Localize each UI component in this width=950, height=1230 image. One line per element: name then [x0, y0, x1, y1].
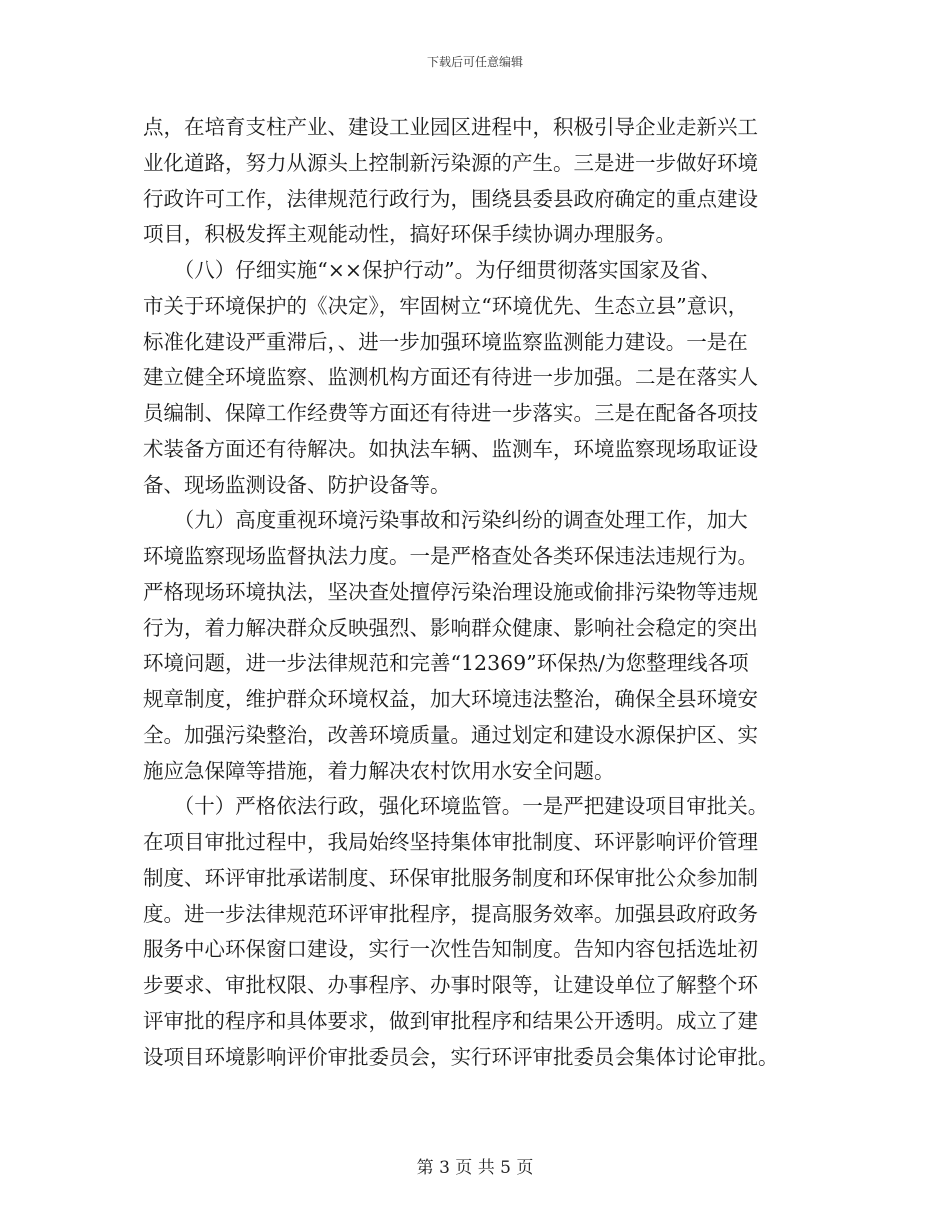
text-line: 度。进一步法律规范环评审批程序，提高服务效率。加强县政府政务	[143, 901, 758, 926]
document-body	[143, 110, 808, 1075]
text-line: 全。加强污染整治，改善环境质量。通过划定和建设水源保护区、实	[143, 722, 758, 747]
page-footer: 第 3 页 共 5 页	[416, 1158, 534, 1178]
text-line: 服务中心环保窗口建设，实行一次性告知制度。告知内容包括选址初	[143, 937, 758, 962]
text-line: 备、现场监测设备、防护设备等。	[143, 472, 451, 497]
text-line: 行政许可工作，法律规范行政行为，围绕县委县政府确定的重点建设	[143, 186, 758, 211]
text-line: 项目，积极发挥主观能动性，搞好环保手续协调办理服务。	[143, 222, 676, 247]
text-line: 设项目环境影响评价审批委员会，实行环评审批委员会集体讨论审批。	[143, 1044, 779, 1069]
text-line: （八）仔细实施“××保护行动”。为仔细贯彻落实国家及省、	[143, 258, 722, 282]
page-header: 下载后可任意编辑	[426, 55, 523, 69]
text-line: 市关于环境保护的《决定》，牢固树立“环境优先、生态立县”意识，	[143, 293, 749, 318]
text-line: 员编制、保障工作经费等方面还有待进一步落实。三是在配备各项技	[143, 401, 758, 425]
text-line: 在项目审批过程中，我局始终坚持集体审批制度、环评影响评价管理	[143, 830, 758, 854]
text-line: 行为，着力解决群众反映强烈、影响群众健康、影响社会稳定的突出	[143, 615, 758, 640]
text-line: 术装备方面还有待解决。如执法车辆、监测车，环境监察现场取证设	[143, 436, 758, 461]
text-line: 制度、环评审批承诺制度、环保审批服务制度和环保审批公众参加制	[143, 865, 758, 890]
text-line: 评审批的程序和具体要求，做到审批程序和结果公开透明。成立了建	[143, 1008, 758, 1033]
text-line: 规章制度，维护群众环境权益，加大环境违法整治，确保全县环境安	[143, 687, 758, 711]
text-line: 环境问题，进一步法律规范和完善“12369”环保热/为您整理线各项	[143, 651, 749, 676]
text-line: 业化道路，努力从源头上控制新污染源的产生。三是进一步做好环境	[143, 150, 758, 175]
text-line: 环境监察现场监督执法力度。一是严格查处各类环保违法违规行为。	[143, 544, 758, 568]
text-line: （九）高度重视环境污染事故和污染纠纷的调查处理工作，加大	[143, 508, 748, 533]
text-line: 施应急保障等措施，着力解决农村饮用水安全问题。	[143, 758, 615, 783]
text-line: 严格现场环境执法，坚决查处擅停污染治理设施或偷排污染物等违规	[143, 579, 758, 604]
text-line: 建立健全环境监察、监测机构方面还有待进一步加强。二是在落实人	[143, 365, 758, 390]
text-line: 点，在培育支柱产业、建设工业园区进程中，积极引导企业走新兴工	[143, 115, 758, 139]
text-line: （十）严格依法行政，强化环境监管。一是严把建设项目审批关。	[143, 794, 769, 819]
text-line: 步要求、审批权限、办事程序、办事时限等，让建设单位了解整个环	[143, 973, 758, 997]
text-line: 标准化建设严重滞后，、进一步加强环境监察监测能力建设。一是在	[143, 329, 748, 354]
